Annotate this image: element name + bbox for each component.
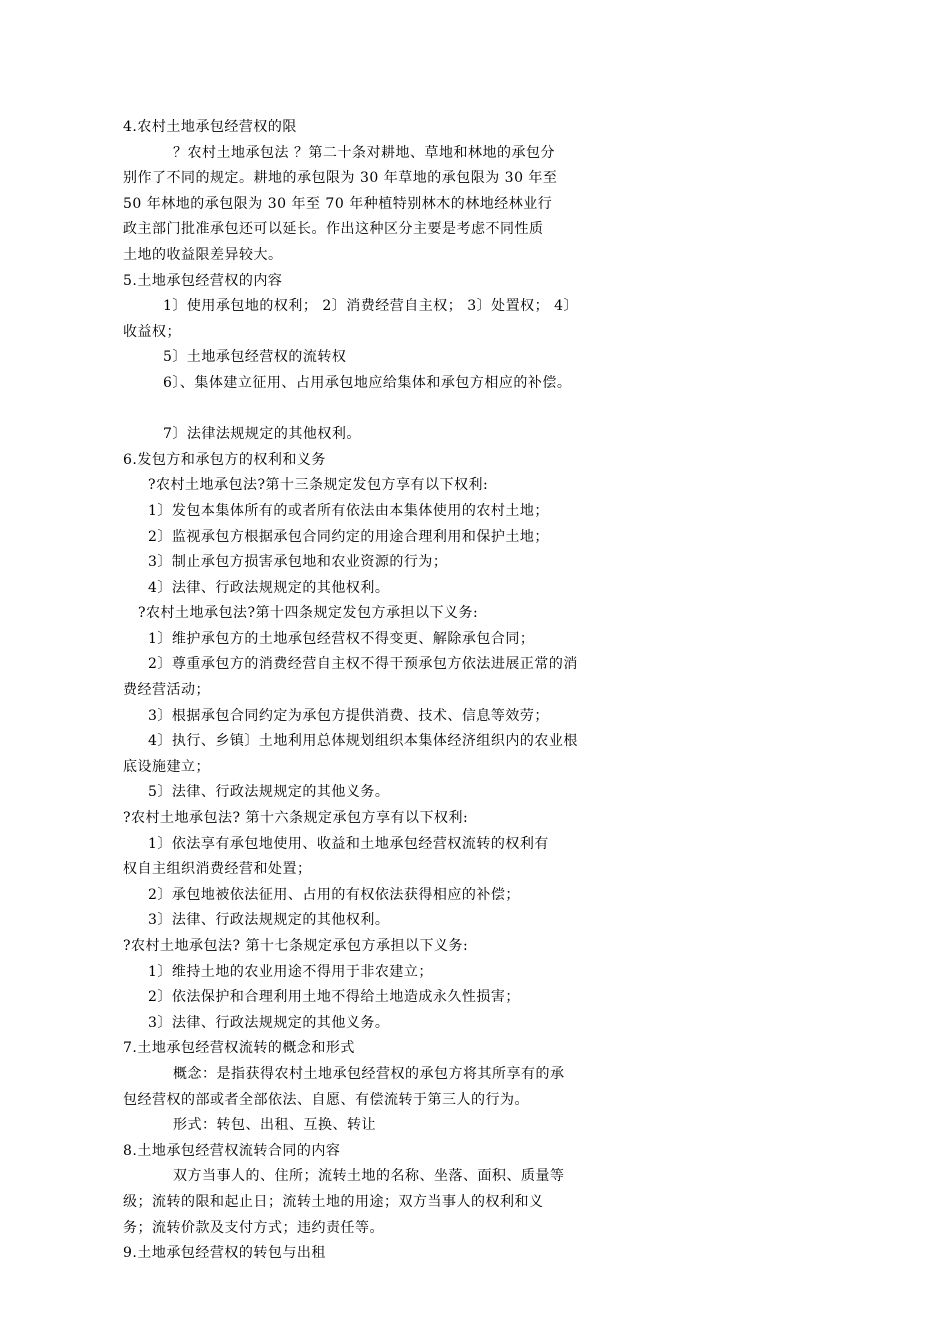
text-line: 包经营权的部或者全部依法、自愿、有偿流转于第三人的行为。 xyxy=(123,1091,529,1108)
text-line: 1〕使用承包地的权利； 2〕消费经营自主权； 3〕处置权； 4〕 xyxy=(163,298,578,315)
text-line: ?农村土地承包法? 第十七条规定承包方承担以下义务: xyxy=(123,938,469,954)
text-line: 2〕监视承包方根据承包合同约定的用途合理利用和保护土地； xyxy=(148,528,549,545)
text-line: 4〕法律、行政法规规定的其他权利。 xyxy=(148,579,390,596)
document-body xyxy=(0,115,950,1267)
text-line: 底设施建立； xyxy=(123,758,210,775)
text-line: 50 年林地的承包限为 30 年至 70 年种植特别林木的林地经林业行 xyxy=(123,195,553,212)
text-line: ?农村土地承包法? 第十六条规定承包方享有以下权利: xyxy=(123,810,469,827)
text-line: 别作了不同的规定。耕地的承包限为 30 年草地的承包限为 30 年至 xyxy=(123,170,558,187)
text-line: 6〕、集体建立征用、占用承包地应给集体和承包方相应的补偿。 xyxy=(163,374,572,391)
text-line: 概念：是指获得农村土地承包经营权的承包方将其所享有的承 xyxy=(173,1065,565,1082)
text-line: 6.发包方和承包方的权利和义务 xyxy=(123,451,326,468)
text-line: 1〕维护承包方的土地承包经营权不得变更、解除承包合同； xyxy=(148,630,535,647)
text-line: 1〕发包本集体所有的或者所有依法由本集体使用的农村土地； xyxy=(148,502,549,519)
text-line: 5.土地承包经营权的内容 xyxy=(123,272,283,289)
text-line: 2〕承包地被依法征用、占用的有权依法获得相应的补偿； xyxy=(148,886,520,903)
text-line: 费经营活动； xyxy=(123,682,210,699)
text-line: 7.土地承包经营权流转的概念和形式 xyxy=(123,1040,355,1057)
text-line: ?农村土地承包法?第十三条规定发包方享有以下权利: xyxy=(148,477,489,494)
text-line: 3〕法律、行政法规规定的其他权利。 xyxy=(148,912,390,929)
text-line: 7〕法律法规规定的其他权利。 xyxy=(163,426,361,443)
text-line: 2〕尊重承包方的消费经营自主权不得干预承包方依法进展正常的消 xyxy=(148,656,578,673)
text-line: 收益权； xyxy=(123,323,181,340)
text-line: 级；流转的限和起止日；流转土地的用途；双方当事人的权利和义 xyxy=(123,1193,544,1210)
text-line: 4〕执行、乡镇〕土地利用总体规划组织本集体经济组织内的农业根 xyxy=(148,733,578,750)
text-line: ？农村土地承包法 ？第二十条对耕地、草地和林地的承包分 xyxy=(173,144,555,161)
text-line: 2〕依法保护和合理利用土地不得给土地造成永久性损害； xyxy=(148,989,520,1006)
text-line: 3〕根据承包合同约定为承包方提供消费、技术、信息等效劳； xyxy=(148,707,549,724)
text-line xyxy=(0,397,950,423)
text-line: 权自主组织消费经营和处置； xyxy=(123,861,312,878)
text-line: 1〕依法享有承包地使用、收益和土地承包经营权流转的权利有 xyxy=(148,835,549,852)
text-line: 1〕维持土地的农业用途不得用于非农建立； xyxy=(148,963,433,980)
text-line: 3〕法律、行政法规规定的其他义务。 xyxy=(148,1014,390,1031)
text-line: 政主部门批准承包还可以延长。作出这种区分主要是考虑不同性质 xyxy=(123,221,544,238)
text-line: 形式：转包、出租、互换、转让 xyxy=(173,1117,376,1134)
text-line: 务；流转价款及支付方式；违约责任等。 xyxy=(123,1219,384,1236)
text-line: 5〕土地承包经营权的流转权 xyxy=(163,349,347,366)
text-line: 3〕制止承包方损害承包地和农业资源的行为； xyxy=(148,554,448,571)
text-line: 9.土地承包经营权的转包与出租 xyxy=(123,1245,326,1262)
text-line: 双方当事人的、住所；流转土地的名称、坐落、面积、质量等 xyxy=(173,1168,565,1185)
text-line: 土地的收益限差异较大。 xyxy=(123,246,283,263)
text-line: 8.土地承包经营权流转合同的内容 xyxy=(123,1142,341,1159)
text-line: 4.农村土地承包经营权的限 xyxy=(123,119,297,135)
text-line: 5〕法律、行政法规规定的其他义务。 xyxy=(148,784,390,801)
text-line: ?农村土地承包法?第十四条规定发包方承担以下义务: xyxy=(138,605,479,622)
